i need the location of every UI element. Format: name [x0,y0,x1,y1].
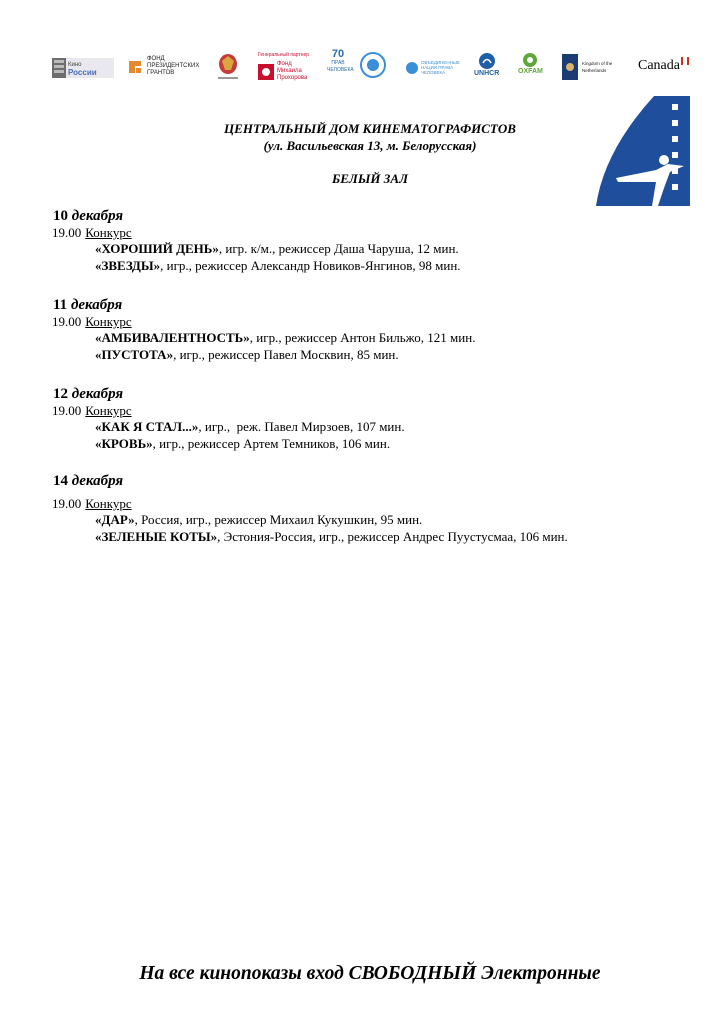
film-details: , игр., режиссер Павел Москвин, 85 мин. [173,346,399,362]
film-title: «ДАР» [95,512,135,527]
venue-block [150,120,590,154]
unhcr-text: UNHCR [474,70,500,77]
session-time: 19.00 [52,496,82,511]
film-details: , игр., реж. Павел Мирзоев, 107 мин. [198,419,405,434]
film-details: , игр. к/м., режиссер Даша Чаруша, 12 мин. [218,241,459,256]
festival-filmstrip-logo [596,96,690,206]
session-line [52,403,693,419]
film-title: «АМБИВАЛЕНТНОСТЬ» [95,330,250,345]
day-date [53,385,693,403]
day-month: декабря [71,208,124,224]
day-date [53,207,693,225]
day-month: декабря [71,473,124,489]
netherlands-text: Kingdom of the Netherlands [582,61,613,73]
seventy-label: 70 [331,48,345,60]
session-category: Конкурс [85,225,132,240]
schedule-day [53,207,693,274]
film-title: «ЗЕЛЕНЫЕ КОТЫ» [95,528,218,544]
netherlands-logo [562,54,628,80]
schedule-day [53,472,693,545]
day-number: 14 [53,473,68,489]
film-entry [95,436,693,453]
film-details: , игр., режиссер Александр Новиков-Янгинов, 98 мин. [160,257,461,273]
ministry-culture-logo [215,52,241,82]
film-details: , игр., режиссер Антон Бильжо, 121 мин. [249,330,476,345]
day-number: 10 [53,208,68,224]
day-month: декабря [70,297,123,313]
prokhorov-fund-logo [258,52,315,82]
film-title: «ПУСТОТА» [95,346,174,362]
hall-name: БЕЛЫЙ ЗАЛ [331,171,408,186]
unhcr-logo [474,52,499,77]
session-category: Конкурс [85,496,132,511]
un-logo [360,52,386,78]
day-number: 11 [53,297,68,313]
schedule-day [53,385,693,452]
venue-address: (ул. Васильевская 13, м. Белорусская) [263,138,477,153]
film-details: , Эстония-Россия, игр., режиссер Андрес Пуустусмаа, 106 мин. [217,528,568,544]
kino-rossii-logo [52,56,114,80]
fond-text: ФОНД ПРЕЗИДЕНТСКИХ ГРАНТОВ [147,56,200,76]
svg-text:Кино: Кино [68,62,82,68]
day-number: 12 [53,386,68,402]
un-rights-text: ОБЪЕДИНЕННЫЕ НАЦИИ ПРАВА ЧЕЛОВЕКА [421,60,460,75]
general-partner-label: Генеральный партнер [258,52,310,58]
human-rights-70-logo [327,48,354,74]
film-entry [95,512,693,529]
day-date [53,296,693,314]
day-date [53,472,693,490]
oxfam-text: OXFAM [518,68,543,75]
film-entry [95,419,693,436]
session-category: Конкурс [85,403,132,418]
schedule-day [53,296,693,363]
human-rights-text: ПРАВ ЧЕЛОВЕКА [327,60,354,73]
canada-logo [638,58,689,74]
film-entry [95,241,693,258]
session-line [52,314,693,330]
session-line [52,496,693,512]
film-title: «КРОВЬ» [95,435,153,451]
film-title: «ХОРОШИЙ ДЕНЬ» [95,241,219,256]
session-line [52,225,693,241]
sponsor-logos [50,48,690,88]
session-time: 19.00 [52,403,82,418]
fond-prezidentskih-grantov-logo [126,56,200,77]
film-entry [95,330,693,347]
session-category: Конкурс [85,314,132,329]
film-entry [95,347,693,364]
day-month: декабря [71,386,124,402]
film-details: , Россия, игр., режиссер Михаил Кукушкин, 95 мин. [134,512,423,527]
svg-text:России: России [68,68,97,77]
session-time: 19.00 [52,225,82,240]
canada-wordmark: Canada [638,58,680,73]
footer-note: На все кинопоказы вход СВОБОДНЫЙ Электронные [139,963,601,984]
un-human-rights-logo [405,60,467,75]
venue-name: ЦЕНТРАЛЬНЫЙ ДОМ КИНЕМАТОГРАФИСТОВ [224,121,516,136]
film-details: , игр., режиссер Артем Темников, 106 мин. [152,435,391,451]
session-time: 19.00 [52,314,82,329]
oxfam-logo [518,52,543,75]
film-title: «ЗВЕЗДЫ» [95,257,161,273]
prokhorov-text: Фонд Михаила Прохорова [277,61,308,81]
film-entry [95,258,693,275]
film-entry [95,529,693,546]
film-title: «КАК Я СТАЛ...» [95,419,199,434]
